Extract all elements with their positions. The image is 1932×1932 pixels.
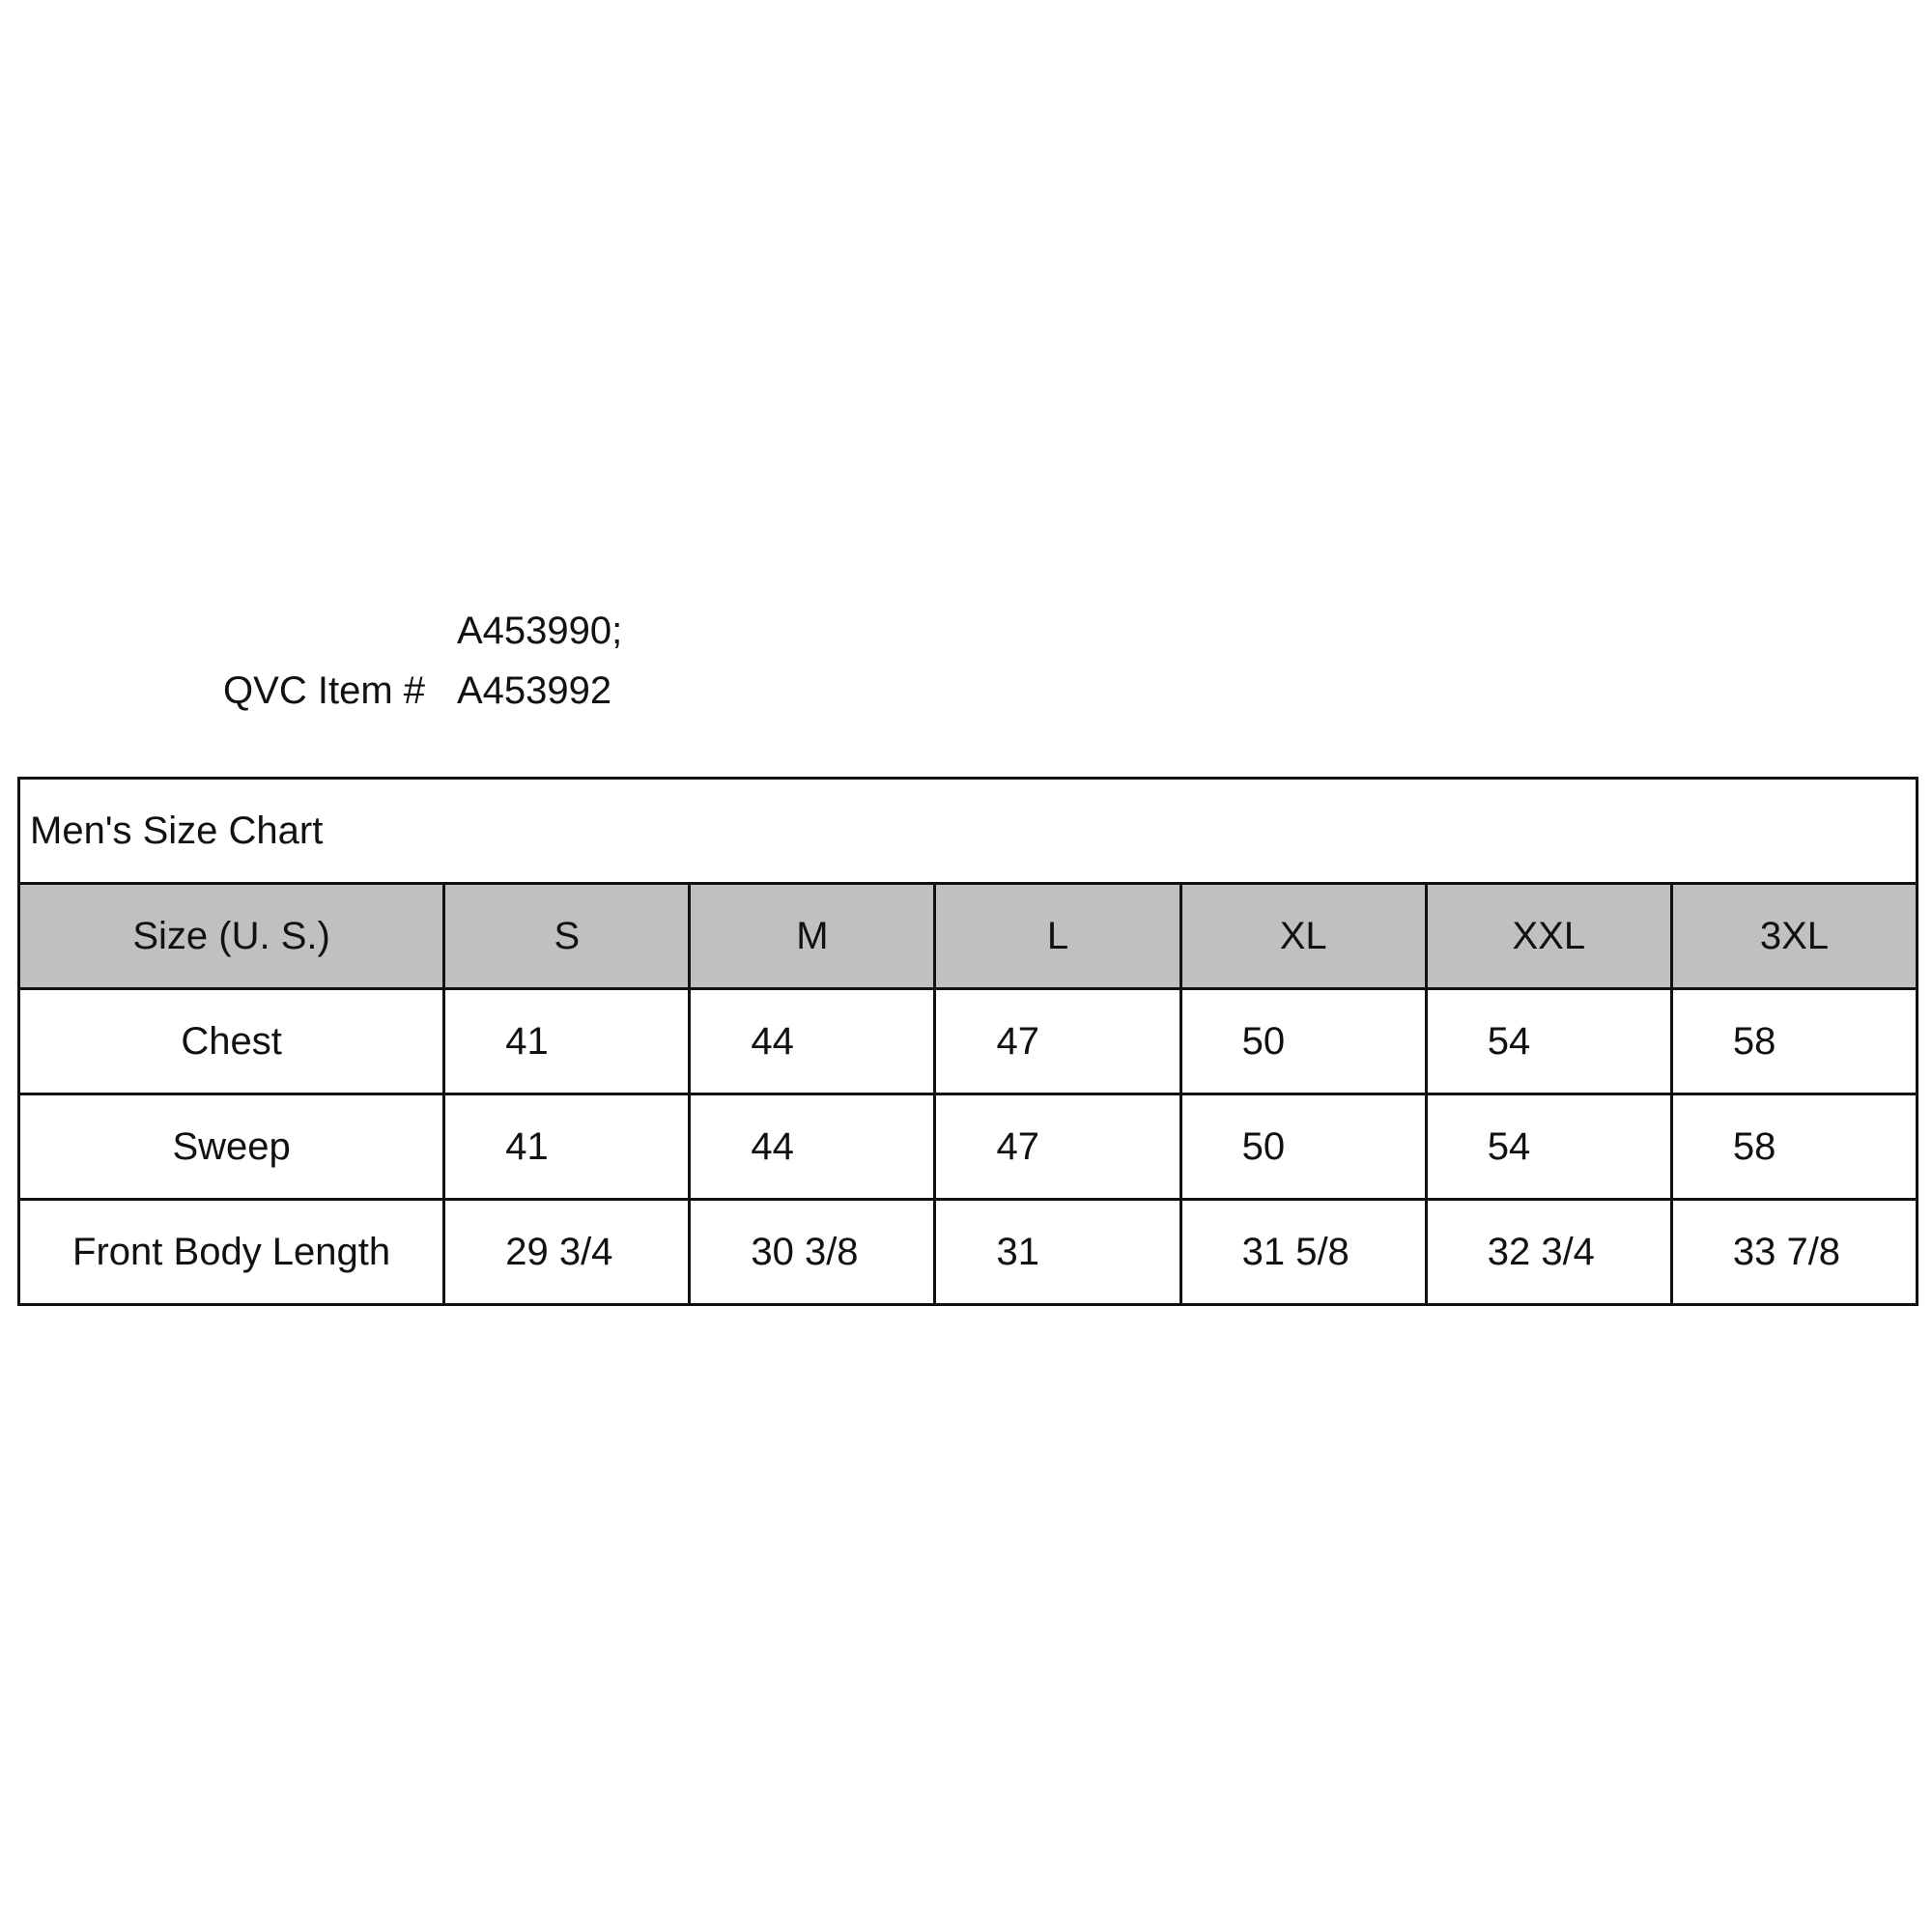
table-cell: 44: [690, 989, 935, 1094]
table-cell: 33 7/8: [1671, 1200, 1917, 1305]
table-row-sweep: [19, 1094, 1918, 1200]
size-chart-table: [17, 777, 1918, 1306]
table-title-row: [19, 779, 1918, 884]
item-number-2: A453992: [457, 669, 612, 712]
table-cell: 47: [935, 1094, 1180, 1200]
header-size-xxl: XXL: [1426, 884, 1671, 989]
size-chart-title: Men's Size Chart: [19, 779, 1918, 884]
table-cell: 58: [1671, 989, 1917, 1094]
table-cell: 32 3/4: [1426, 1200, 1671, 1305]
table-cell: 29 3/4: [444, 1200, 690, 1305]
table-cell: 31 5/8: [1180, 1200, 1426, 1305]
table-cell: 47: [935, 989, 1180, 1094]
item-number-block: [0, 604, 676, 720]
table-cell: 31: [935, 1200, 1180, 1305]
table-cell: 50: [1180, 1094, 1426, 1200]
item-number-1: A453990;: [457, 610, 623, 652]
item-number-label: QVC Item #: [223, 669, 425, 712]
table-row-chest: [19, 989, 1918, 1094]
header-size-l: L: [935, 884, 1180, 989]
table-cell: 50: [1180, 989, 1426, 1094]
table-cell: 58: [1671, 1094, 1917, 1200]
row-label: Sweep: [19, 1094, 444, 1200]
table-cell: 41: [444, 989, 690, 1094]
header-size-label: Size (U. S.): [19, 884, 444, 989]
table-cell: 54: [1426, 989, 1671, 1094]
header-size-xl: XL: [1180, 884, 1426, 989]
table-cell: 44: [690, 1094, 935, 1200]
row-label: Front Body Length: [19, 1200, 444, 1305]
table-header-row: [19, 884, 1918, 989]
header-size-3xl: 3XL: [1671, 884, 1917, 989]
header-size-m: M: [690, 884, 935, 989]
table-cell: 41: [444, 1094, 690, 1200]
table-cell: 30 3/8: [690, 1200, 935, 1305]
row-label: Chest: [19, 989, 444, 1094]
table-cell: 54: [1426, 1094, 1671, 1200]
header-size-s: S: [444, 884, 690, 989]
table-row-front-body-length: [19, 1200, 1918, 1305]
